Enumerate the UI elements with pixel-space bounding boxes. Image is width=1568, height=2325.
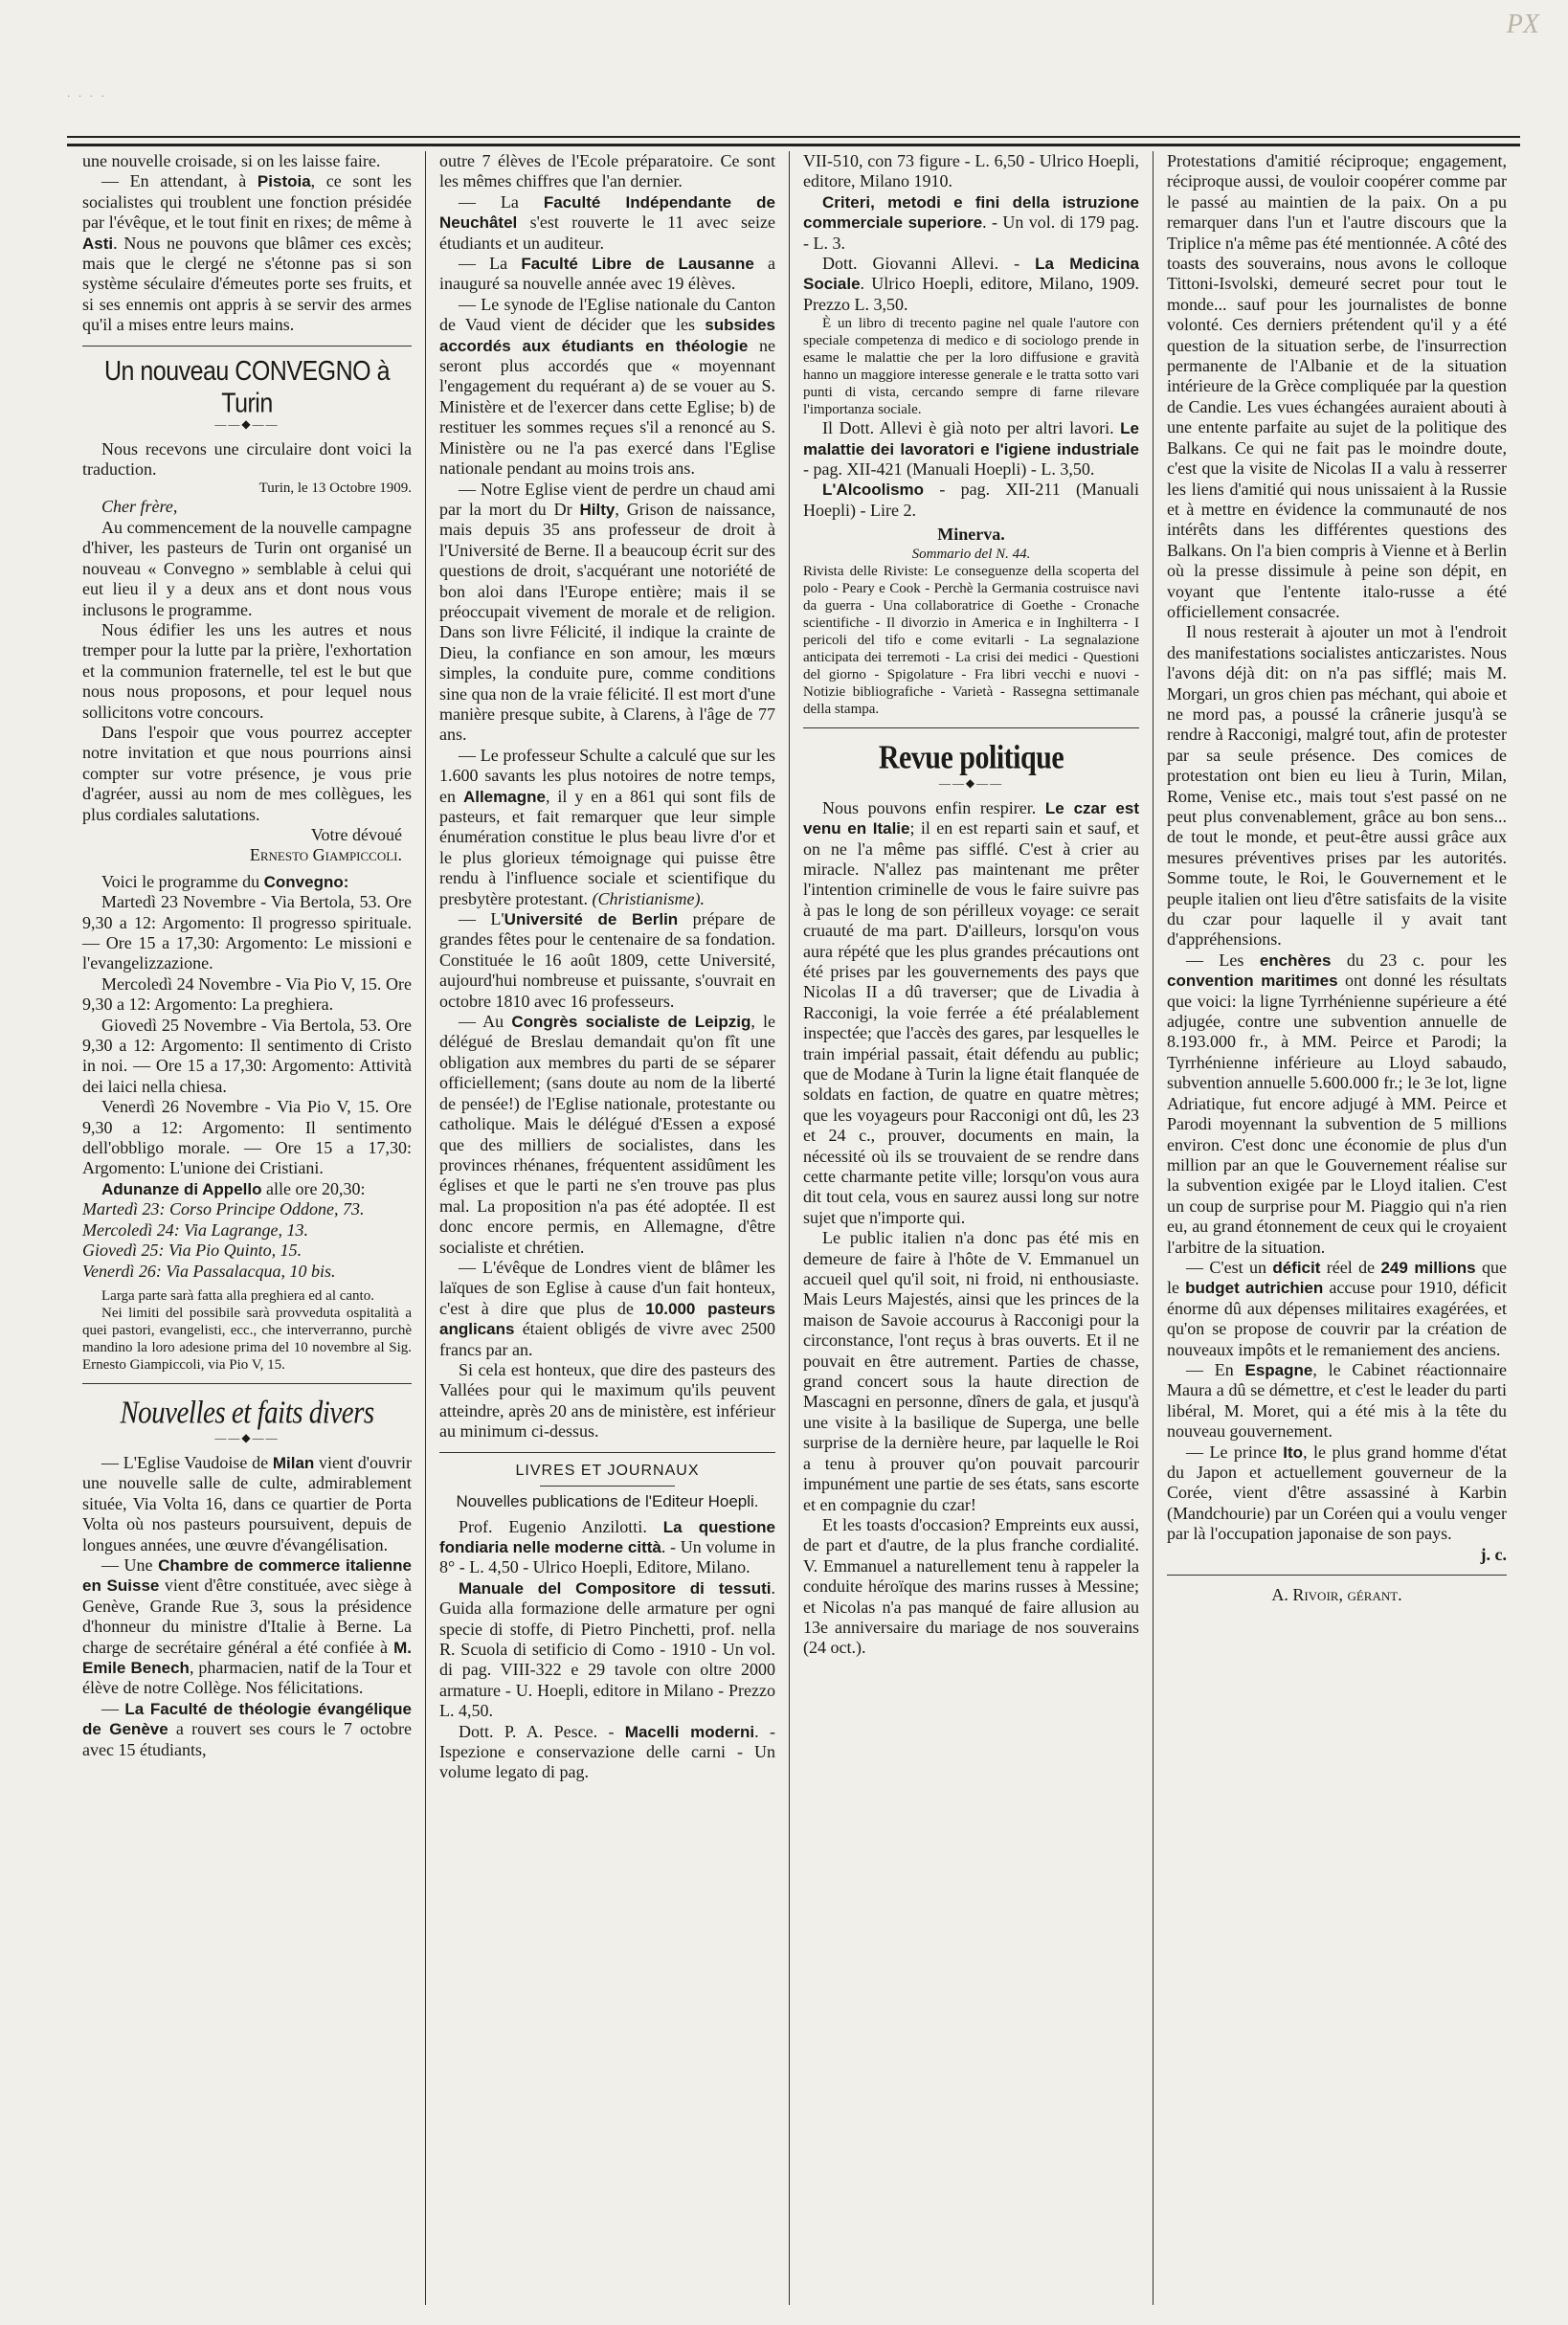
book-entry: Prof. Eugenio Anzilotti. La questione fondiaria nelle moderne città. - Un volume in 8° - L. 4,50 - Ulrico Hoepli, Editore, Milano. — [439, 1516, 775, 1577]
periodical-subtitle: Sommario del N. 44. — [911, 546, 1031, 562]
ornament: ——◆—— — [214, 1430, 280, 1444]
paragraph: — La Faculté Libre de Lausanne a inauguré sa nouvelle année avec 19 élèves. — [439, 254, 775, 294]
meeting-item: Martedì 23: Corso Principe Oddone, 73. — [82, 1199, 365, 1219]
header-rule — [67, 136, 1520, 146]
meeting-item: Giovedì 25: Via Pio Quinto, 15. — [82, 1241, 302, 1261]
paragraph: — Le prince Ito, le plus grand homme d'état du Japon et actuellement gouverneur de la Corée, vient d'être assassiné à Karbin (Mandchourie) par un Coréen qui a voulu venger par là l'occupation japonaise de son pays. — [1167, 1442, 1507, 1544]
paragraph: — Une Chambre de commerce italienne en Suisse vient d'être constituée, avec siège à Genève, Grande Rue 3, sous la présidence d'honneur du ministre d'Italie à Berne. La charge de secrétaire général a été confiée à M. Emile Benech, pharmacien, natif de la Tour et élève de notre Collège. Nos félicitations. — [82, 1554, 412, 1698]
book-entry: Il Dott. Allevi è già noto per altri lavori. Le malattie dei lavoratori e l'igiene industriale - pag. XII-421 (Manuali Hoepli) - L. 3,50. — [803, 418, 1139, 480]
paragraph: Si cela est honteux, que dire des pasteurs des Vallées pour qui le maximum qu'ils peuvent atteindre, après 20 ans de ministère, est inférieur au minimum ci-dessus. — [439, 1359, 775, 1442]
paragraph: une nouvelle croisade, si on les laisse faire. — [82, 151, 381, 170]
paragraph: — En Espagne, le Cabinet réactionnaire Maura a dû se démettre, et c'est le leader du parti libéral, M. Moret, qui a été mis à la tête du nouveau gouvernement. — [1167, 1359, 1507, 1442]
column-1 — [69, 151, 425, 2305]
divider — [82, 1383, 412, 1384]
column-3 — [789, 151, 1153, 2305]
paragraph: Au commencement de la nouvelle campagne d'hiver, les pasteurs de Turin ont organisé un nouveau « Convegno » semblable à celui qui eut lieu il y a deux ans et dont nous vous inclusons le programme. — [82, 517, 412, 619]
book-entry: Dott. P. A. Pesce. - Macelli moderni. - Ispezione e conservazione delle carni - Un volume legato di pag. — [439, 1721, 775, 1782]
divider — [82, 346, 412, 347]
paragraph: VII-510, con 73 figure - L. 6,50 - Ulrico Hoepli, editore, Milano 1910. — [803, 151, 1139, 191]
letter-salutation: Cher frère, — [101, 497, 178, 517]
paragraph: — L'Eglise Vaudoise de Milan vient d'ouvrir une nouvelle salle de culte, admirablement située, Via Volta 16, dans ce quartier de Porta Volta où nos pasteurs poursuivent, depuis de longues années, une œuvre d'évangélisation. — [82, 1452, 412, 1554]
book-entry: L'Alcoolismo - pag. XII-211 (Manuali Hoepli) - Lire 2. — [803, 480, 1139, 520]
paragraph: — Les enchères du 23 c. pour les convention maritimes ont donné les résultats que voici: la ligne Tyrrhénienne supérieure a été adjugée, contre une subvention annuelle de 8.193.000 fr., à MM. Peirce et Parodi; la Tyrrhénienne inférieure au Lloyd sabaudo, subvention annuelle 5.600.000 fr.; le 3e lot, ligne Adriatique, fut encore adjugé à MM. Peirce et Parodi moyennant la subvention de 5 millions environ. C'est donc une économie de plus d'un million par an que le Gouvernement réalise sur la subvention exigée par le Lloyd italien. C'est un coup de surprise pour M. Piaggio qui n'a rien eu, au grand étonnement de ceux qui le croyaient l'arbitre de la situation. — [1167, 950, 1507, 1257]
paragraph: — L'Université de Berlin prépare de grandes fêtes pour le centenaire de sa fondation. Constituée le 16 août 1809, cette Université, aujourd'hui nombreuse et puissante, s'ouvrait en octobre 1810 avec 16 professeurs. — [439, 909, 775, 1011]
book-entry: Manuale del Compositore di tessuti. Guida alla formazione delle armature per ogni specie di stoffe, di Pietro Pinchetti, prof. nella R. Scuola di setificio di Como - 1910 - Un vol. di pag. VIII-322 e 29 tavole con oltre 2000 armature - U. Hoepli, editore in Milano - Prezzo L. 4,50. — [439, 1577, 775, 1721]
paragraph: — C'est un déficit réel de 249 millions que le budget autrichien accuse pour 1910, déficit énorme dû aux dépenses militaires exagérées, et qu'on se propose de couvrir par la création de nouveaux impôts et le remaniement des anciens. — [1167, 1257, 1508, 1359]
divider — [1167, 1575, 1507, 1576]
section-heading-livres: LIVRES ET JOURNAUX — [515, 1462, 700, 1479]
manager-signature: A. Rivoir, gérant. — [1271, 1585, 1402, 1605]
subheading-hoepli: Nouvelles publications de l'Editeur Hoepli. — [456, 1491, 759, 1510]
book-entry: Criteri, metodi e fini della istruzione commerciale superiore. - Un vol. di 179 pag. - L. 3. — [803, 192, 1139, 253]
paragraph: — La Faculté de théologie évangélique de Genève a rouvert ses cours le 7 octobre avec 15 étudiants, — [82, 1698, 412, 1759]
paragraph: Adunanze di Appello alle ore 20,30: — [101, 1178, 366, 1198]
paragraph: Voici le programme du Convegno: — [101, 871, 349, 891]
meeting-item: Mercoledì 24: Via Lagrange, 13. — [82, 1219, 308, 1240]
letter-date: Turin, le 13 Octobre 1909. — [258, 481, 412, 497]
periodical-title: Minerva. — [937, 525, 1005, 545]
paragraph: — Le synode de l'Eglise nationale du Canton de Vaud vient de décider que les subsides accordés aux étudiants en théologie ne seront plus accordés que « moyennant l'engagement du requérant a) de se vouer au S. Ministère et de l'exercer dans cette Eglise; b) de restituer les sommes reçues s'il a renoncé au S. Ministère ou ne l'a pas exercé dans l'Eglise nationale pendant au moins trois ans. — [439, 294, 775, 479]
section-heading — [82, 1397, 412, 1445]
paragraph: — La Faculté Indépendante de Neuchâtel s'est rouverte le 11 avec seize étudiants et un auditeur. — [439, 191, 776, 253]
top-margin-specks: · · · · — [67, 92, 107, 102]
section-heading — [803, 739, 1139, 791]
ornament: ——◆—— — [938, 775, 1004, 790]
schedule-item: Martedì 23 Novembre - Via Bertola, 53. Ore 9,30 a 12: Argomento: Il progresso spirituale. — Ore 15 a 17,30: Argomento: Le missioni e l'evangelizzazione. — [82, 892, 412, 973]
column-2 — [425, 151, 789, 2305]
letter-closing: Votre dévoué — [310, 824, 402, 844]
paragraph: outre 7 élèves de l'Ecole préparatoire. Ce sont les mêmes chiffres que l'an dernier. — [439, 151, 775, 191]
newspaper-page — [69, 151, 1520, 2305]
paragraph: Nous pouvons enfin respirer. Le czar est venu en Italie; il en est reparti sain et sauf, et on ne l'a même pas sifflé. C'est à crier au miracle. N'allez pas maintenant me prêter l'intention criminelle de vous le faire suivre pas à pas le long de son périlleux voyage: ce serait cruauté de ma part. D'ailleurs, lorsqu'on vous aura répété que les plus grandes précautions ont été prises par les gouvernements des pays que Nicolas II a dû traverser; que de Livadia à Racconigi, la voie ferrée a été préalablement inspectée; que l'accès des gares, par lesquelles le train impérial passait, était défendu au public; que de Modane à Turin la ligne était flanquée de soldats en faction, de quatre en quatre mètres; que les voyageurs pour Racconigi ont dû, les 23 et 24 c., prouver, documents en main, la nécessité où ils se trouvaient de se rendre dans cette charmante petite ville; lorsqu'on vous aura dit tout cela, vous en saurez aussi long sur notre sujet que n'importe qui. — [803, 797, 1140, 1227]
book-note: È un libro di trecento pagine nel quale l'autore con speciale competenza di medico e di sociologo prende in esame le malattie che per la loro diffusione e gravità hanno un maggiore interesse generale e le tratta sotto vari punti di vista, cercando sempre di farne rilevare l'importanza sociale. — [803, 316, 1139, 418]
paragraph: — Le professeur Schulte a calculé que sur les 1.600 savants les plus notoires de notre temps, en Allemagne, il y en a 861 qui sont fils de pasteurs, et fait remarquer que leur simple énumération constitue le plus beau livre d'or et le plus glorieux témoignage qui puisse être rendu à l'influence sociale et scientifique du presbytère protestant. (Christianisme). — [439, 745, 775, 908]
paragraph: — L'évêque de Londres vient de blâmer les laïques de son Eglise à cause d'un fait honteux, c'est à dire que plus de 10.000 pasteurs anglicans étaient obligés de vivre avec 2500 francs par an. — [439, 1257, 775, 1359]
schedule-item: Venerdì 26 Novembre - Via Pio V, 15. Ore 9,30 a 12: Argomento: Il sentimento dell'obbligo morale. — Ore 15 a 17,30: Argomento: L'unione dei Cristiani. — [82, 1097, 412, 1178]
paragraph: — Notre Eglise vient de perdre un chaud ami par la mort du Dr Hilty, Grison de naissance, mais depuis 35 ans professeur de droit à l'Université de Berne. Il a beaucoup écrit sur des questions de droit, s'acquérant une notoriété de bon aloi dans l'Europe entière; mais il se préoccupait vivement de morale et de religion. Dans son livre Félicité, il indique la crainte de Dieu, la confiance en son amour, les mœurs simples, la conduite pure, comme conditions sine qua non de la vraie félicité. Il est mort d'une manière presque subite, à Clarens, à l'âge de 77 ans. — [439, 479, 775, 745]
headline-nouvelles: Nouvelles et faits divers — [120, 1395, 374, 1431]
periodical-summary: Rivista delle Riviste: Le conseguenze della scoperta del polo - Peary e Cook - Perchè la Germania costruisce navi da guerra - Una collaboratrice di Goethe - Cronache scientifiche - Il divorzio in America e in Inghilterra - I pericoli del tifo e come evitarli - La segnalazione anticipata dei terremoti - La crisi dei medici - Questioni del giorno - Spigolature - Fra libri vecchi e nuovi - Notizie bibliografiche - Varietà - Rassegna settimanale della stampa. — [803, 563, 1139, 717]
book-entry: Dott. Giovanni Allevi. - La Medicina Sociale. Ulrico Hoepli, editore, Milano, 1909. Prezzo L. 3,50. — [803, 254, 1139, 314]
column-4 — [1153, 151, 1520, 2305]
divider — [439, 1452, 775, 1453]
headline-convegno: Un nouveau CONVEGNO à Turin — [104, 355, 390, 418]
note: Nei limiti del possibile sarà provveduta ospitalità a quei pastori, evangelisti, ecc., che interverranno, purchè mandino la loro adesione prima del 10 novembre al Sig. Ernesto Giampiccoli, via Pio V, 15. — [82, 1305, 412, 1373]
paragraph: Et les toasts d'occasion? Empreints eux aussi, de part et d'autre, de la plus franche cordialité. V. Emmanuel a naturellement tenu à rappeler la conduite héroïque des marins russes à Messine; et Nicolas n'a pas manqué de faire allusion au 13e anniversaire du mariage de nos souverains (24 oct.). — [803, 1514, 1139, 1658]
paragraph: Nous recevons une circulaire dont voici la traduction. — [82, 438, 412, 480]
divider — [540, 1486, 674, 1487]
author-initials: j. c. — [1480, 1544, 1507, 1564]
letter-signature: Ernesto Giampiccoli. — [249, 845, 402, 865]
paragraph: Il nous resterait à ajouter un mot à l'endroit des manifestations socialistes anticzaristes. Nous l'avons déjà dit: on n'a pas sifflé; mais M. Morgari, un gros chien pas méchant, qui aboie et ne mord pas, a poussé la crânerie jusqu'à se rendre à Racconigi, malgré tout, afin de protester par sa seule présence. Des comices de protestation ont bien eu lieu à Turin, Milan, Rome, Venise etc., mais tout s'est passé on ne peut plus convenablement, grâce au bon sens... de tout le monde, et peut-être aussi grâce aux mesures préventives prises par les autorités. Somme toute, le Roi, le Gouvernement et le peuple italien ont lieu d'être satisfaits de la visite du czar pour laquelle il y avait tant d'appréhensions. — [1167, 622, 1507, 950]
meeting-item: Venerdì 26: Via Passalacqua, 10 bis. — [82, 1261, 336, 1281]
paragraph: Nous édifier les uns les autres et nous tremper pour la lutte par la prière, l'exhortation et la communion fraternelle, tel est le but que nous nous proposons, et pour lequel nous sollicitons votre concours. — [82, 619, 412, 722]
ornament: ——◆—— — [214, 416, 280, 431]
schedule-item: Mercoledì 24 Novembre - Via Pio V, 15. Ore 9,30 a 12: Argomento: La preghiera. — [82, 973, 412, 1015]
paragraph: Dans l'espoir que vous pourrez accepter notre invitation et que nous pourrions ainsi compter sur votre présence, je vous prie d'agréer, aussi au nom de mes collègues, les plus cordiales salutations. — [82, 722, 412, 824]
paragraph: — En attendant, à Pistoia, ce sont les socialistes qui troublent une fonction présidée par l'évêque, et le tout finit en rixes; de même à Asti. Nous ne pouvons que blâmer ces excès; mais que le clergé ne s'étonne pas si son système séculaire d'émeutes porte ses fruits, et si ses ennemis ont appris à se servir des armes qu'il a mises entre leurs mains. — [82, 171, 412, 335]
schedule-item: Giovedì 25 Novembre - Via Bertola, 53. Ore 9,30 a 12: Argomento: Il sentimento di Cristo in noi. — Ore 15 a 17,30: Argomento: Attività dei laici nella chiesa. — [82, 1015, 412, 1096]
headline-revue-politique: Revue politique — [878, 739, 1064, 776]
note: Larga parte sarà fatta alla preghiera ed al canto. — [101, 1287, 374, 1304]
section-heading — [82, 355, 412, 432]
paragraph: Le public italien n'a donc pas été mis en demeure de faire à l'hôte de V. Emmanuel un accueil quel qu'il soit, ni froid, ni enthousiaste. Mais Leurs Majestés, ainsi que les princes de la maison de Savoie accourus à Racconigi pour la circonstance, l'ont reçus à bras ouverts. Et il ne pouvait en être autrement. Parties de chasse, grand concert sous la haute direction de Mascagni en personne, dîners de gala, et jusqu'à une visite à la basilique de Superga, une belle surprise de la dernière heure, par laquelle le Roi a tenu à prouver qu'on pouvait parcourir impunément une partie de ses états, sans escorte et en compagnie du czar! — [803, 1228, 1139, 1514]
paragraph: — Au Congrès socialiste de Leipzig, le délégué de Breslau demandait qu'on fît une obligation aux membres du parti de se séparer officiellement; (sans doute au nom de la liberté de pensée!) de l'Eglise nationale, protestante ou catholique. Mais le délégué d'Essen a exposé que des milliers de socialistes, dans les provinces rhénanes, fréquentent assidûment les églises et que le parti ne s'en trouve pas plus mal. La proposition n'a pas été adoptée. Il est donc encore permis, en Allemagne, d'être socialiste et chrétien. — [439, 1012, 775, 1257]
divider — [803, 727, 1139, 728]
archive-stamp: PX — [1506, 10, 1539, 39]
paragraph: Protestations d'amitié réciproque; engagement, réciproque aussi, de vouloir coopérer comme par le passé au maintien de la paix. On a pu remarquer dans l'un et l'autre discours que la Triplice n'a même pas été mentionnée. A côté des toasts des souverains, nous avons le colloque Tittoni-Isvolski, demeuré secret pour tout le monde... sauf pour les journalistes de bonne volonté. Ces derniers prétendent qu'il y a été question de la situation serbe, de l'insurrection permanente de l'Albanie et de la situation intérieure de la Grèce compliquée par la question de Candie. Les vues échangées auraient abouti à une entente parfaite au sujet de la politique des Balkans. Ce qui ne fait pas le moindre doute, c'est que la visite de Nicolas II a valu à resserrer les liens d'amitié qui nous unissaient à la Russie et à mettre en évidence la communauté de nos intérêts dans les différentes questions des Balkans. On l'a bien compris à Vienne et à Berlin où la presse dissimule à peine son dépit, en voyant que l'entente italo-russe a été officiellement consacrée. — [1167, 151, 1507, 621]
